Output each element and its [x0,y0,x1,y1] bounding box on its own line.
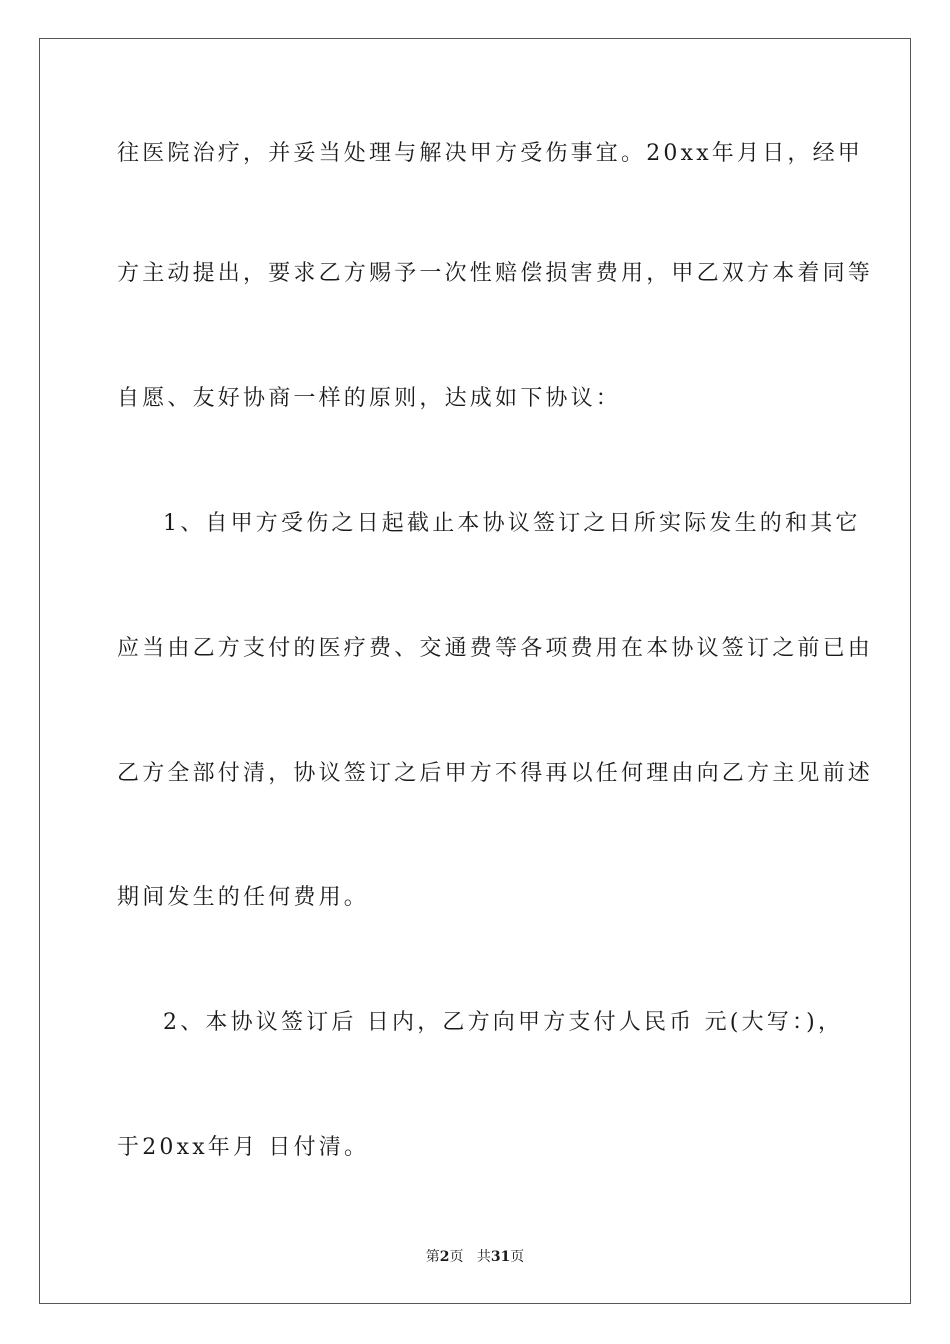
footer-total-prefix: 共 [476,1249,491,1265]
footer-total-suffix: 页 [510,1249,525,1265]
body-line-1: 往医院治疗，并妥当处理与解决甲方受伤事宜。20xx年月日，经甲 [117,141,864,166]
page-frame [39,38,911,1304]
body-line-3: 自愿、友好协商一样的原则，达成如下协议： [117,386,622,411]
footer-page-suffix: 页 [449,1249,464,1265]
footer-page-prefix: 第 [425,1249,440,1265]
body-line-7: 期间发生的任何费用。 [117,885,370,910]
footer-page-number: 2 [439,1249,450,1265]
body-line-6: 乙方全部付清，协议签订之后甲方不得再以任何理由向乙方主见前述 [117,761,874,786]
body-line-5: 应当由乙方支付的医疗费、交通费等各项费用在本协议签订之前已由 [117,636,874,661]
page-footer [0,1248,950,1266]
body-line-4: 1、自甲方受伤之日起截止本协议签订之日所实际发生的和其它 [163,511,861,536]
body-line-9: 于20xx年月 日付清。 [117,1135,370,1160]
body-line-2: 方主动提出，要求乙方赐予一次性赔偿损害费用，甲乙双方本着同等 [117,261,874,286]
body-line-8: 2、本协议签订后 日内，乙方向甲方支付人民币 元(大写：)， [163,1010,844,1035]
footer-total-pages: 31 [490,1249,511,1265]
